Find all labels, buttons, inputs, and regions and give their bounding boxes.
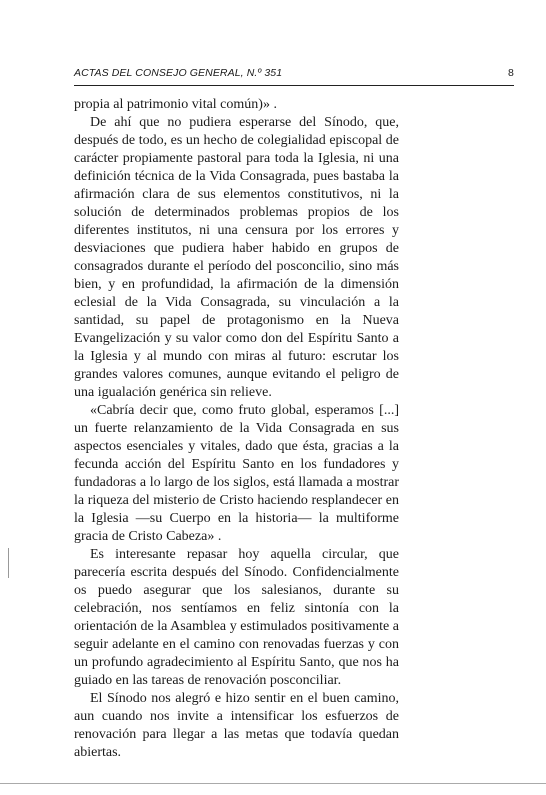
page-number: 8 bbox=[508, 67, 514, 79]
paragraph: Es interesante repasar hoy aquella circular, que parecería escrita después del Sínodo. Confidencialmente os puedo asegurar que los salesianos, durante su celebración, nos sentíamos en feliz sintonía con la orientación de la Asamblea y estimulados positivamente a seguir adelante en el camino con renovadas fuerzas y con un profundo agradecimiento al Espíritu Santo, que nos ha guiado en las tareas de renovación posconciliar. bbox=[74, 547, 399, 688]
margin-mark bbox=[8, 548, 9, 578]
paragraph: De ahí que no pudiera esperarse del Sínodo, que, después de todo, es un hecho de colegialidad episcopal de carácter propiamente pastoral para toda la Iglesia, ni una definición técnica de la Vida Consagrada, pues bastaba la afirmación clara de sus elementos constitutivos, ni la solución de determinados problemas propios de los diferentes institutos, ni una censura por los errores y desviaciones que pudiera haber habido en grupos de consagrados durante el período del posconcilio, sino más bien, y en profundidad, la afirmación de la dimensión eclesial de la Vida Consagrada, su vinculación a la santidad, su papel de protagonismo en la Nueva Evangelización y su valor como don del Espíritu Santo a la Iglesia y al mundo con miras al futuro: escrutar los grandes valores comunes, aunque evitando el peligro de una igualación genérica sin relieve. bbox=[74, 115, 399, 400]
paragraph-quote: «Cabría decir que, como fruto global, esperamos [...] un fuerte relanzamiento de la Vida Consagrada en sus aspectos esenciales y vitales, dado que ésta, gracias a la fecunda acción del Espíritu Santo en los fundadores y fundadoras a lo largo de los siglos, está llamada a mostrar la riqueza del misterio de Cristo haciendo resplandecer en la Iglesia —su Cuerpo en la historia— la multiforme gracia de Cristo Cabeza» . bbox=[74, 403, 399, 544]
footer-rule bbox=[0, 783, 546, 784]
paragraph-continuation: propia al patrimonio vital común)» . bbox=[74, 97, 277, 112]
paragraph: El Sínodo nos alegró e hizo sentir en el buen camino, aun cuando nos invite a intensificar los esfuerzos de renovación para llegar a las metas que todavía quedan abiertas. bbox=[74, 691, 399, 760]
page-header bbox=[74, 67, 514, 83]
header-rule bbox=[74, 85, 514, 86]
running-title: ACTAS DEL CONSEJO GENERAL, N.º 351 bbox=[74, 67, 283, 79]
body-text bbox=[74, 96, 399, 762]
